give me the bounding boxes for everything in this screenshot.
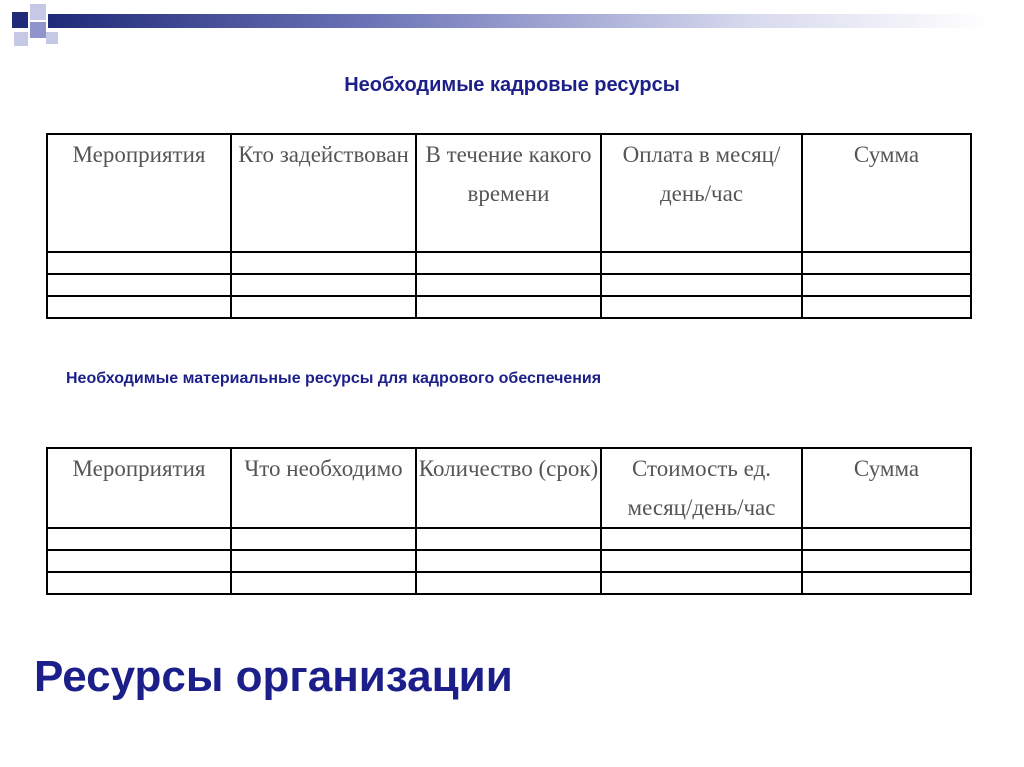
decor-square	[12, 12, 28, 28]
table-header-cell: Мероприятия	[47, 448, 231, 528]
decor-square	[14, 32, 28, 46]
header-gradient-bar	[48, 14, 988, 28]
table-header-cell: Кто задействован	[231, 134, 416, 252]
table-cell	[802, 296, 971, 318]
decor-square	[46, 32, 58, 44]
table-cell	[47, 550, 231, 572]
table-cell	[802, 274, 971, 296]
table-cell	[47, 572, 231, 594]
material-resources-table	[46, 447, 972, 595]
table-cell	[601, 528, 802, 550]
table-cell	[47, 528, 231, 550]
table-header-cell: Сумма	[802, 134, 971, 252]
table-cell	[231, 572, 416, 594]
table-row	[47, 296, 971, 318]
table-cell	[47, 296, 231, 318]
staff-resources-table	[46, 133, 972, 319]
table-row	[47, 550, 971, 572]
table-row	[47, 252, 971, 274]
table-cell	[416, 296, 601, 318]
table-cell	[601, 296, 802, 318]
table-cell	[601, 550, 802, 572]
table-header-cell: Стоимость ед. месяц/день/час	[601, 448, 802, 528]
table-cell	[47, 252, 231, 274]
table-cell	[416, 274, 601, 296]
table-cell	[802, 528, 971, 550]
table-cell	[231, 252, 416, 274]
staff-resources-heading: Необходимые кадровые ресурсы	[344, 74, 680, 96]
table-header-cell: Сумма	[802, 448, 971, 528]
table-cell	[231, 274, 416, 296]
table-row	[47, 528, 971, 550]
table-cell	[802, 572, 971, 594]
table-cell	[416, 572, 601, 594]
table-cell	[231, 528, 416, 550]
table-cell	[416, 550, 601, 572]
table-cell	[802, 550, 971, 572]
material-resources-heading: Необходимые материальные ресурсы для кадрового обеспечения	[66, 370, 602, 387]
table-header-row	[47, 448, 971, 528]
decor-square	[30, 22, 46, 38]
table-cell	[802, 252, 971, 274]
table-header-cell: Количество (срок)	[416, 448, 601, 528]
decor-square	[30, 4, 46, 20]
table-cell	[601, 274, 802, 296]
table-header-cell: В течение какого времени	[416, 134, 601, 252]
table-cell	[47, 274, 231, 296]
table-header-cell: Что необходимо	[231, 448, 416, 528]
table-row	[47, 274, 971, 296]
table-row	[47, 572, 971, 594]
table-header-cell: Мероприятия	[47, 134, 231, 252]
table-header-cell: Оплата в месяц/день/час	[601, 134, 802, 252]
table-cell	[231, 296, 416, 318]
table-cell	[416, 252, 601, 274]
table-cell	[416, 528, 601, 550]
table-cell	[601, 252, 802, 274]
table-cell	[231, 550, 416, 572]
table-header-row	[47, 134, 971, 252]
table-cell	[601, 572, 802, 594]
slide-title: Ресурсы организации	[34, 652, 513, 701]
